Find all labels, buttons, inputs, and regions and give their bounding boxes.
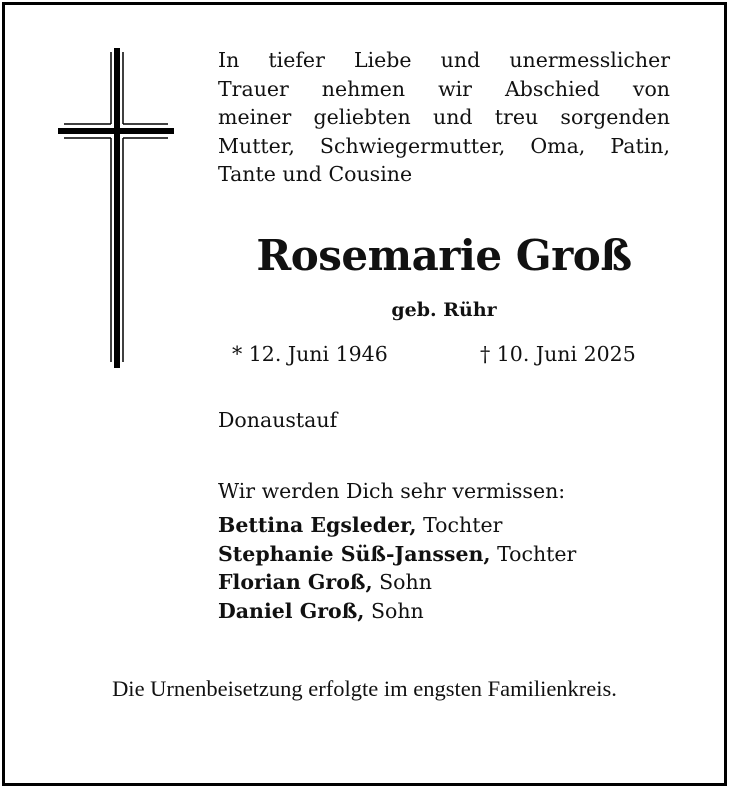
deceased-name: Rosemarie Groß [256,231,632,280]
intro-line: Mutter, Schwiegermutter, Oma, Patin, [218,133,670,158]
mourner-relation: Sohn [372,570,432,594]
intro-text [218,46,670,189]
mourner-name: Florian Groß, [218,570,373,594]
cross-icon [56,48,176,368]
intro-line: In tiefer Liebe und unermesslicher [218,48,670,72]
mourner-name: Bettina Egsleder, [218,513,417,537]
death-date: † 10. Juni 2025 [480,342,636,366]
mourners-list [218,511,576,625]
miss-line: Wir werden Dich sehr vermissen: [218,479,566,503]
mourner-relation: Tochter [490,541,577,566]
intro-line: Trauer nehmen wir Abschied von [218,76,670,101]
place: Donaustauf [218,408,338,432]
maiden-name: geb. Rühr [391,299,497,321]
mourner [218,597,576,626]
mourner [218,568,576,597]
birth-date: * 12. Juni 1946 [232,342,388,366]
mourner-relation: Sohn [364,598,424,623]
intro-line: Tante und Cousine [218,162,413,186]
mourner [218,540,576,569]
burial-note: Die Urnenbeisetzung erfolgte im engsten Familienkreis. [112,676,617,701]
mourner-name: Stephanie Süß-Janssen, [218,541,491,566]
mourner [218,511,576,540]
intro-line: meiner geliebten und treu sorgenden [218,105,670,129]
mourner-name: Daniel Groß, [218,598,365,623]
mourner-relation: Tochter [416,513,503,537]
